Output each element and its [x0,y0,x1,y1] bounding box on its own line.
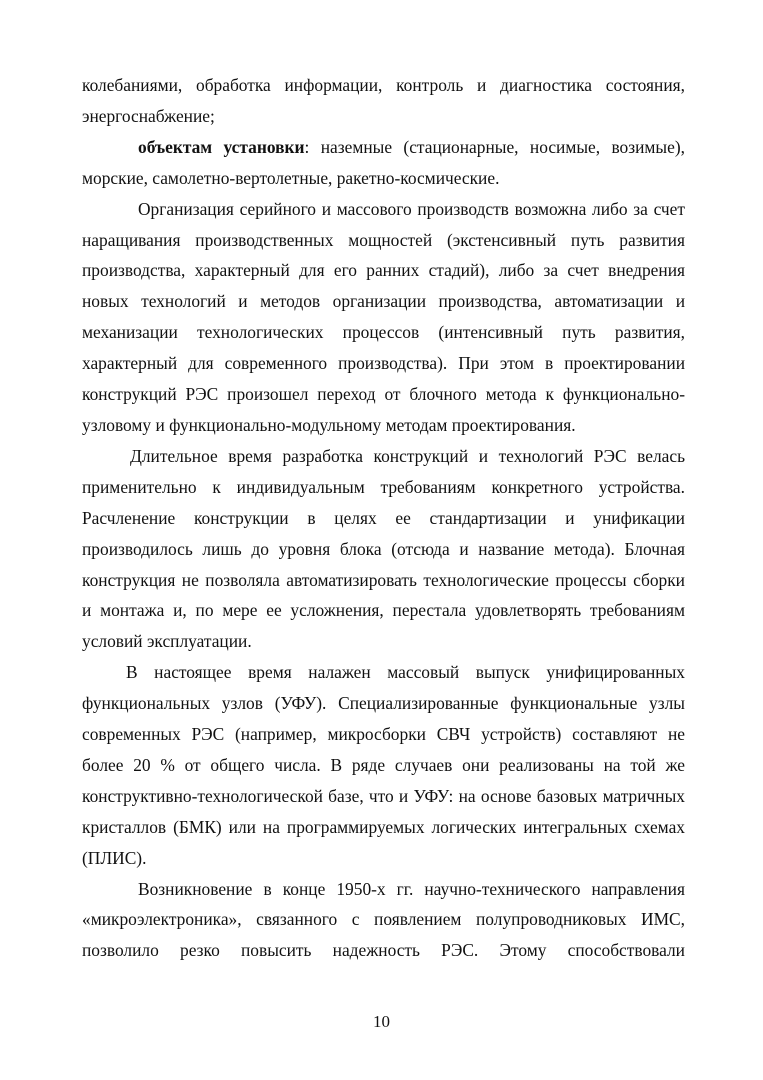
page-number: 10 [373,1012,390,1031]
body-text [82,70,685,966]
bold-term: объектам установки [138,136,305,157]
paragraph-continuation: колебаниями, обработка информации, контроль и диагностика состояния, энергоснабжение; [82,75,685,126]
paragraph-production-organization: Организация серийного и массового производств возможна либо за счет наращивания производственных мощностей (экстенсивный путь развития производства, характерный для его ранних стадий), либо за счет внедрения новых технологий и методов организации производства, автоматизации и механизации технологических процессов (интенсивный путь развития, характерный для современного производства). При этом в проектировании конструкций РЭС произошел переход от блочного метода к функционально-узловому и функционально-модульному методам проектирования. [82,198,685,435]
paragraph-microelectronics: Возникновение в конце 1950-х гг. научно-технического направления «микроэлектроника», связанного с появлением полупроводниковых ИМС, позволило резко повысить надежность РЭС. Этому способствовали [82,878,685,961]
paragraph-text: : наземные (стационарные, носимые, возимые), морские, самолетно-вертолетные, ракетно-космические. [82,136,685,188]
paragraph-block-design: Длительное время разработка конструкций и технологий РЭС велась применительно к индивидуальным требованиям конкретного устройства. Расчленение конструкции в целях ее стандартизации и унификации производилось лишь до уровня блока (отсюда и название метода). Блочная конструкция не позволяла автоматизировать технологические процессы сборки и монтажа и, по мере ее усложнения, перестала удовлетворять требованиям условий эксплуатации. [82,445,685,652]
paragraph-functional-units: В настоящее время налажен массовый выпуск унифицированных функциональных узлов (УФУ). Специализированные функциональные узлы современных РЭС (например, микросборки СВЧ устройств) составляют не более 20 % от общего числа. В ряде случаев они реализованы на той же конструктивно-технологической базе, что и УФУ: на основе базовых матричных кристаллов (БМК) или на программируемых логических интегральных схемах (ПЛИС). [82,662,685,868]
paragraph-installation-objects [82,132,685,194]
